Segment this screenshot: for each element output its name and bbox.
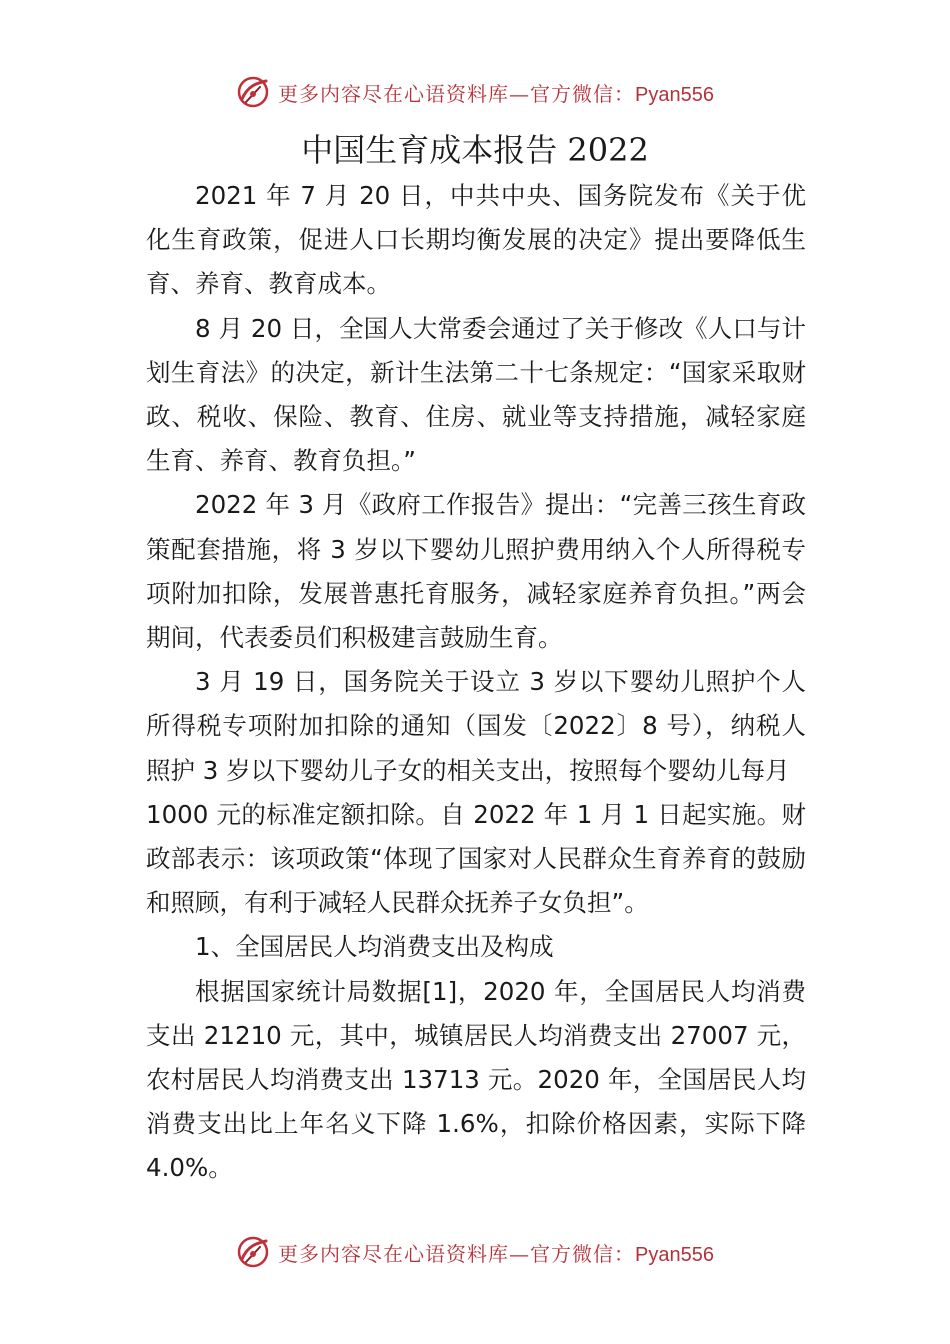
watermark-text: 更多内容尽在心语资料库—官方微信：Pyan556: [278, 81, 714, 106]
paragraph: 2022 年 3 月《政府工作报告》提出：“完善三孩生育政策配套措施，将 3 岁以下婴幼儿照护费用纳入个人所得税专项附加扣除，发展普惠托育服务，减轻家庭养育负担。”两会期间，代表委员们积极建言鼓励生育。: [146, 490, 806, 653]
brand-logo-icon: [236, 75, 270, 109]
document-body: [146, 174, 806, 1191]
paragraph: 8 月 20 日，全国人大常委会通过了关于修改《人口与计划生育法》的决定，新计生法第二十七条规定：“国家采取财政、税收、保险、教育、住房、就业等支持措施，减轻家庭生育、养育、教育负担。”: [146, 313, 806, 476]
footer-watermark: [0, 1230, 950, 1274]
paragraph: 3 月 19 日，国务院关于设立 3 岁以下婴幼儿照护个人所得税专项附加扣除的通知（国发〔2022〕8 号），纳税人照护 3 岁以下婴幼儿子女的相关支出，按照每个婴幼儿每月: [146, 667, 806, 785]
paragraph: 2021 年 7 月 20 日，中共中央、国务院发布《关于优化生育政策，促进人口长期均衡发展的决定》提出要降低生育、养育、教育成本。: [146, 181, 806, 299]
paragraph: 根据国家统计局数据[1]，2020 年，全国居民人均消费支出 21210 元，其中，城镇居民人均消费支出 27007 元，农村居民人均消费支出 13713 元。2020 年，全国居民人均消费支出比上年名义下降 1.6%，扣除价格因素，实际下降 4.0%。: [146, 976, 806, 1183]
document-title: 中国生育成本报告 2022: [301, 131, 649, 169]
section-heading: 1、全国居民人均消费支出及构成: [195, 932, 554, 962]
header-watermark: [0, 70, 950, 114]
brand-logo-icon: [236, 1235, 270, 1269]
paragraph: 1000 元的标准定额扣除。自 2022 年 1 月 1 日起实施。财政部表示：该项政策“体现了国家对人民群众生育养育的鼓励和照顾，有利于减轻人民群众抚养子女负担”。: [146, 799, 806, 918]
watermark-text: 更多内容尽在心语资料库—官方微信：Pyan556: [278, 1241, 714, 1266]
